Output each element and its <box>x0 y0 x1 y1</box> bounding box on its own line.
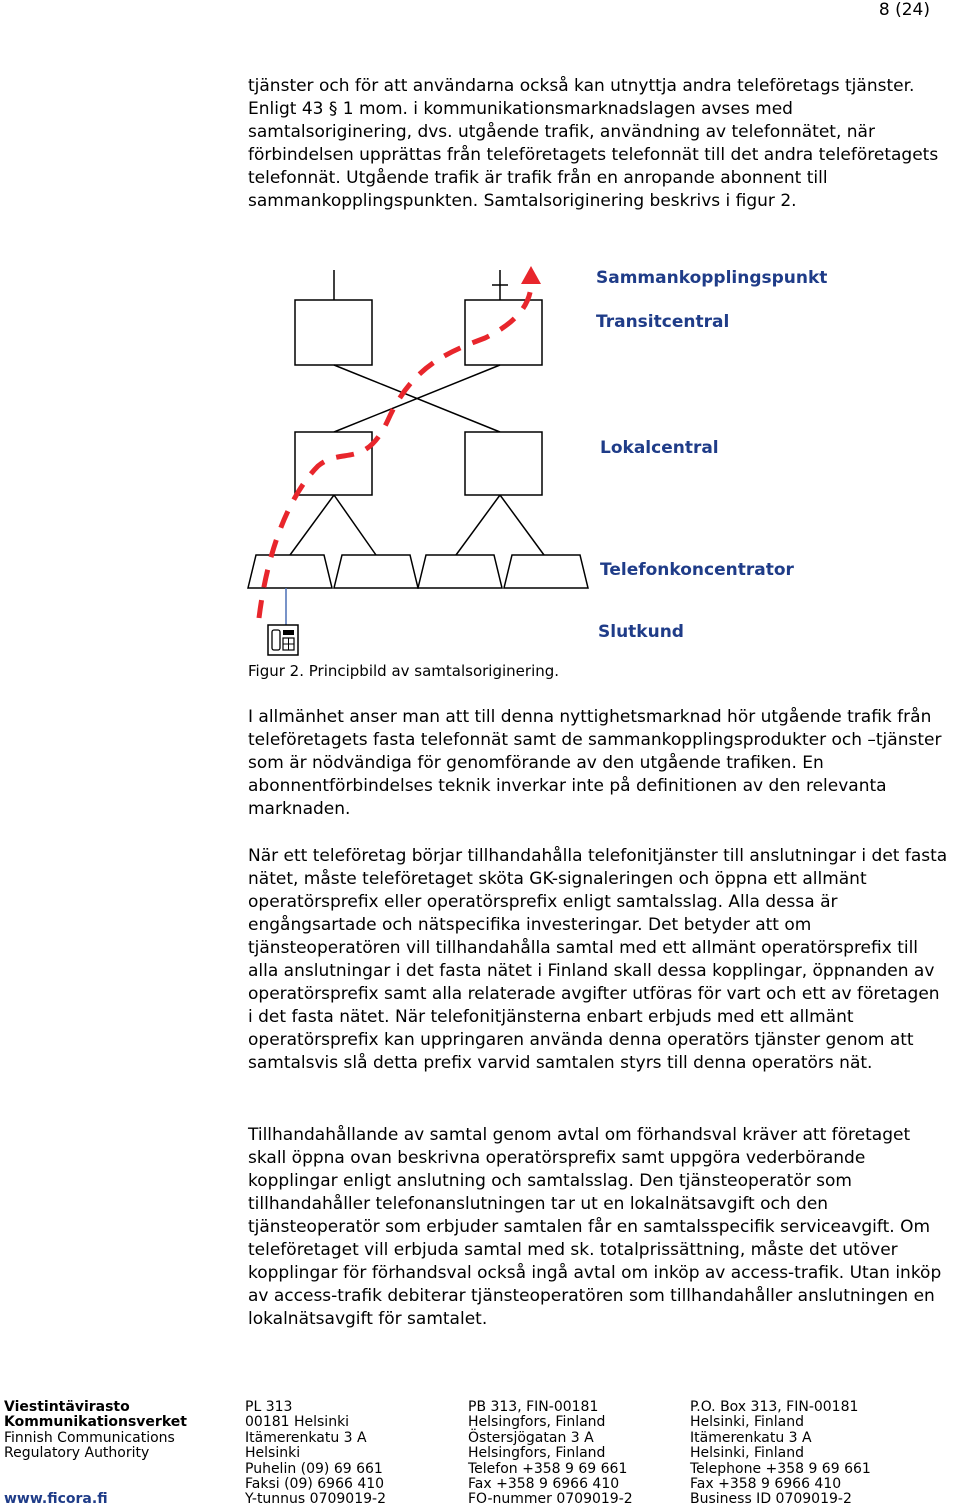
label-lokalcentral: Lokalcentral <box>600 438 719 458</box>
concentrator <box>418 555 502 588</box>
paragraph-preselection <box>248 1124 948 1331</box>
concentrator <box>248 555 332 588</box>
concentrator <box>504 555 588 588</box>
link-line <box>500 495 544 555</box>
concentrator <box>334 555 418 588</box>
paragraph-text: I allmänhet anser man att till denna nyttighetsmarknad hör utgående trafik från teleföretagets fasta telefonnät samt de sammankopplingsprodukter och –tjänster som är nödvändiga för genomförande av den utgående trafiken. En abonnentförbindelses teknik inverkar inte på definitionen av den relevanta marknaden. <box>248 707 942 819</box>
paragraph-text: Tillhandahållande av samtal genom avtal om förhandsval kräver att företaget skall öppna ovan beskrivna operatörsprefix samt uppgöra vederbörande kopplingar enligt anslutning och samtalsslag. Den tjänsteoperatör som tillhandahåller telefonanslutningen tar ut en lokalnätsavgift och den tjänsteoperatör som erbjuder samtalen får en samtalsspecifik serviceavgift. Om teleföretaget vill erbjuda samtal med sk. totalprissättning, måste det utöver kopplingar för förhandsval också ingå avtal om inköp av access-trafik. Utan inköp av access-trafik debiterar tjänsteoperatören som tillhandahåller anslutningen en lokalnätsavgift för samtalet. <box>248 1125 942 1329</box>
footer-line: Östersjögatan 3 A <box>468 1429 594 1446</box>
footer-address-fi <box>245 1400 386 1508</box>
paragraph-intro <box>248 75 948 213</box>
footer-line: Fax +358 9 6966 410 <box>690 1475 842 1492</box>
link-line <box>290 495 334 555</box>
local-central-right <box>465 432 542 495</box>
call-path-arrowhead <box>521 266 541 284</box>
paragraph-operator-prefix <box>248 845 948 1075</box>
paragraph-text: När ett teleföretag börjar tillhandahålla telefonitjänster till anslutningar i det fasta nätet, måste teleföretaget sköta GK-signaleringen och öppna ett allmänt operatörsprefix eller operatörsprefix enligt samtalsslag. Alla dessa är engångsartade och nätspecifika investeringar. Det betyder att om tjänsteoperatören vill tillhandahålla samtal med ett allmänt operatörsprefix till alla anslutningar i det fasta nätet i Finland skall dessa kopplingar, öppnanden av operatörsprefix samt alla relaterade avgifter utföras för vart och ett av företagen i det fasta nätet. När telefonitjänsterna enbart erbjuds med ett allmänt operatörsprefix kan uppringaren använda denna operatörs tjänster genom att samtalsvis slå detta prefix varvid samtalen styrs till denna operatörs nät. <box>248 846 948 1073</box>
paragraph-market <box>248 706 948 821</box>
label-slutkund: Slutkund <box>598 622 684 642</box>
footer-line: Puhelin (09) 69 661 <box>245 1460 383 1477</box>
link-line <box>456 495 500 555</box>
footer-org-sv: Kommunikationsverket <box>4 1414 187 1431</box>
label-telefonkoncentrator: Telefonkoncentrator <box>600 560 794 580</box>
page-number: 8 (24) <box>878 0 930 20</box>
footer-line: Helsingfors, Finland <box>468 1445 606 1462</box>
footer-line: Faksi (09) 6966 410 <box>245 1475 385 1492</box>
footer-line: PL 313 <box>245 1399 293 1415</box>
footer-org-fi: Viestintävirasto <box>4 1399 130 1415</box>
local-central-left <box>295 432 372 495</box>
footer-line: Telefon +358 9 69 661 <box>468 1460 628 1477</box>
footer-org-en: Finnish Communications <box>4 1429 175 1446</box>
paragraph-text: tjänster och för att användarna också kan utnyttja andra teleföretags tjänster. Enligt 43 § 1 mom. i kommunikationsmarknadslagen avses med samtalsoriginering, dvs. utgående trafik, användning av telefonnätet, när förbindelsen upprättas från teleföretagets telefonnät till det andra teleföretagets telefonnät. Utgående trafik är trafik från en anropande abonnent till sammankopplingspunkten. Samtalsoriginering beskrivs i figur 2. <box>248 76 939 211</box>
footer-line: FO-nummer 0709019-2 <box>468 1491 633 1508</box>
footer-line: Helsinki <box>245 1445 301 1462</box>
footer-address-sv <box>468 1400 633 1508</box>
footer-line: Itämerenkatu 3 A <box>245 1429 367 1446</box>
footer-line: P.O. Box 313, FIN-00181 <box>690 1399 859 1415</box>
transit-central-right <box>465 300 542 365</box>
phone-icon <box>268 625 298 655</box>
footer-line: PB 313, FIN-00181 <box>468 1399 599 1415</box>
footer-line: Business ID 0709019-2 <box>690 1491 852 1508</box>
label-transitcentral: Transitcentral <box>596 312 730 332</box>
link-line <box>334 495 376 555</box>
footer-line: 00181 Helsinki <box>245 1414 350 1431</box>
figure-caption: Figur 2. Principbild av samtalsoriginering. <box>248 662 560 680</box>
footer-org-en: Regulatory Authority <box>4 1445 150 1462</box>
footer-address-en <box>690 1400 871 1508</box>
network-diagram <box>0 260 960 660</box>
footer-line: Fax +358 9 6966 410 <box>468 1475 620 1492</box>
footer-line: Y-tunnus 0709019-2 <box>245 1491 386 1508</box>
footer-line: Telephone +358 9 69 661 <box>690 1460 871 1477</box>
footer-line: Helsingfors, Finland <box>468 1414 606 1431</box>
footer-line: Itämerenkatu 3 A <box>690 1429 812 1446</box>
footer-org-column <box>4 1400 187 1508</box>
footer-line: Helsinki, Finland <box>690 1414 805 1431</box>
label-sammankopplingspunkt: Sammankopplingspunkt <box>596 268 828 288</box>
footer-website-link[interactable]: www.ficora.fi <box>4 1491 108 1508</box>
footer-line: Helsinki, Finland <box>690 1445 805 1462</box>
transit-central-left <box>295 300 372 365</box>
